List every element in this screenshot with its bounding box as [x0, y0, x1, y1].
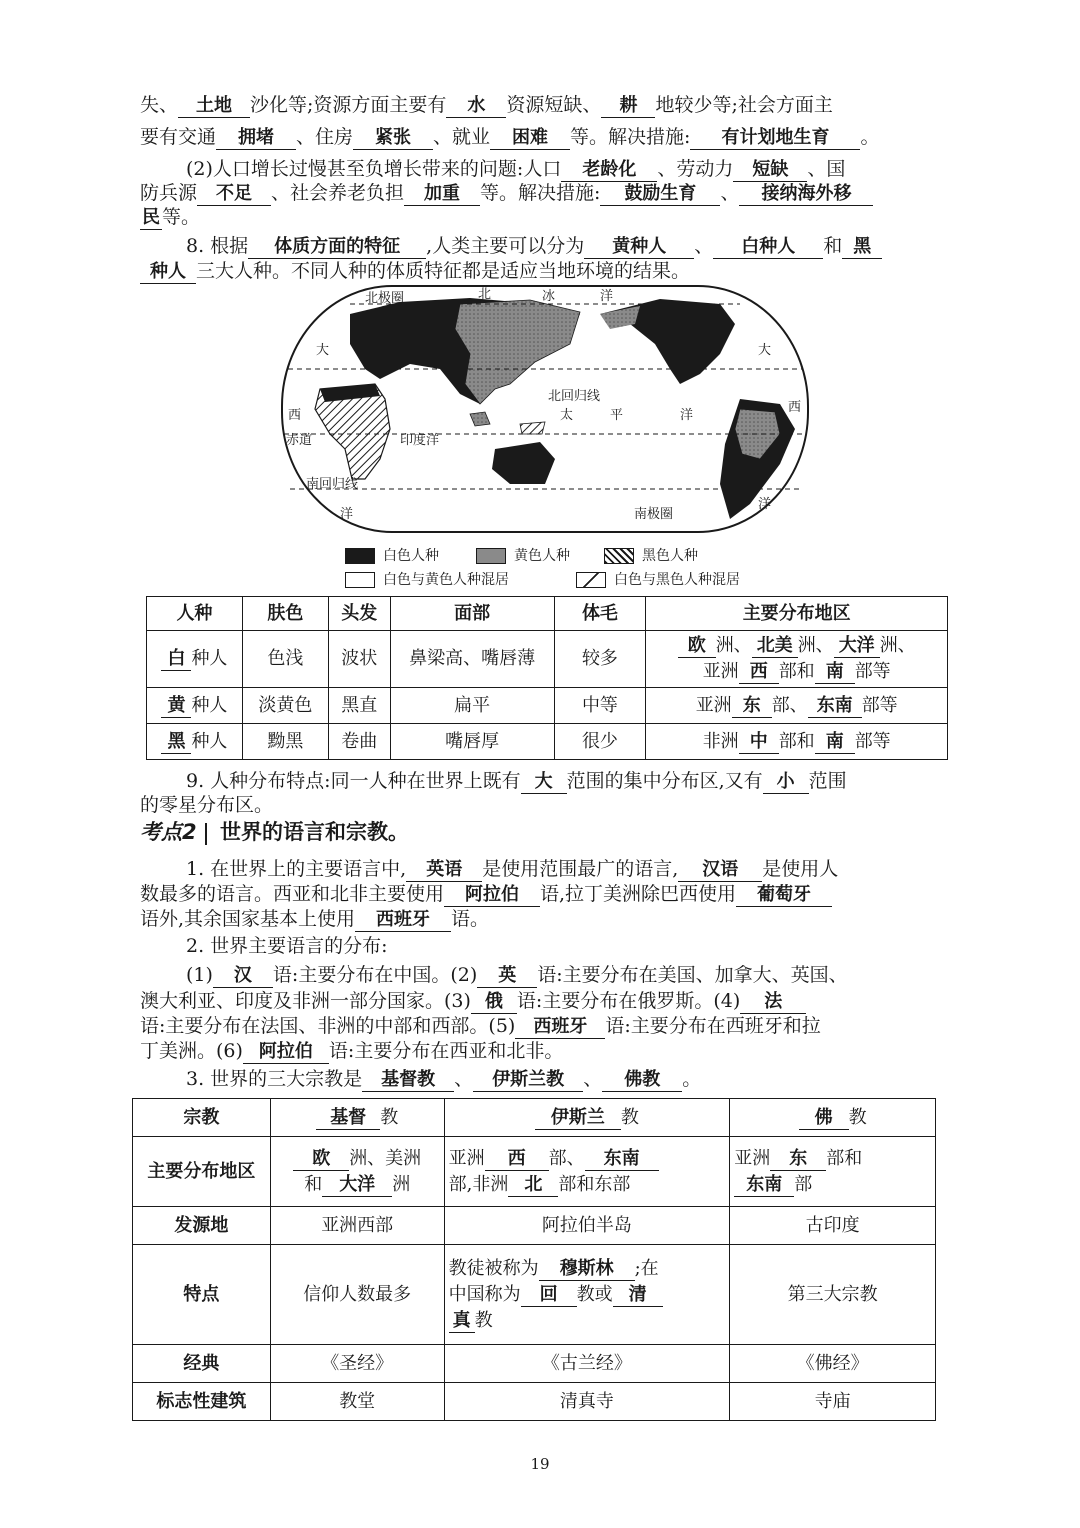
legend-item: 白色与黄色人种混居 [345, 570, 509, 590]
table-cell: 嘴唇厚 [390, 724, 554, 760]
table-row [133, 1207, 936, 1245]
map-label: 洋 [340, 507, 354, 522]
answer-blank: 小 [763, 771, 809, 794]
column-header: 主要分布地区 [646, 597, 948, 631]
map-label: 西 [788, 400, 802, 415]
legend-item: 白色与黑色人种混居 [576, 570, 740, 590]
table-cell: 教堂 [270, 1383, 444, 1421]
race-table [146, 596, 948, 760]
legend-swatch [576, 572, 606, 588]
map-label: 洋 [680, 408, 694, 423]
distribution-cell: 欧 洲、美洲 和 大洋 洲 [270, 1137, 444, 1207]
column-header: 头发 [328, 597, 390, 631]
legend-item: 黄色人种 [476, 546, 570, 566]
table-row [147, 688, 948, 724]
table-cell: 亚洲西部 [270, 1207, 444, 1245]
table-cell: 黑直 [328, 688, 390, 724]
religion-name-cell: 伊斯兰 教 [444, 1099, 730, 1137]
text-line: 语外,其余国家基本上使用 西班牙 语。 [140, 908, 490, 930]
legend-item: 白色人种 [345, 546, 439, 566]
table-cell: 卷曲 [328, 724, 390, 760]
answer-blank: 伊斯兰教 [473, 1069, 583, 1092]
text-line: 种人 三大人种。不同人种的体质特征都是适应当地环境的结果。 [140, 258, 955, 284]
distribution-cell: 亚洲 东 部和 东南 部 [730, 1137, 936, 1207]
answer-blank: 有计划地生育 [690, 127, 860, 150]
answer-blank: 困难 [490, 127, 570, 150]
table-cell: 很少 [554, 724, 646, 760]
map-label: 北 [478, 287, 492, 302]
section-title: 世界的语言和宗教。 [220, 820, 409, 844]
answer-blank: 俄 [471, 991, 517, 1014]
race-cell: 白 种人 [147, 631, 243, 688]
answer-blank: 阿拉伯 [243, 1041, 329, 1064]
text-line: 失、 土地 沙化等;资源方面主要有 水 资源短缺、 耕 地较少等;社会方面主 [140, 94, 833, 116]
table-cell: 《古兰经》 [444, 1345, 730, 1383]
map-label: 赤道 [286, 433, 313, 448]
table-row [133, 1137, 936, 1207]
map-label: 太 [560, 408, 574, 423]
text-line: 数最多的语言。西亚和北非主要使用 阿拉伯 语,拉丁美洲除巴西使用 葡萄牙 [140, 881, 955, 907]
section-tag: 考点2 [140, 820, 197, 844]
answer-blank: 黄种人 [584, 236, 694, 259]
answer-blank: 民 [142, 207, 160, 228]
map-label: 大 [758, 343, 772, 358]
table-cell: 色浅 [242, 631, 328, 688]
distribution-cell: 非洲 中 部和 南 部等 [646, 724, 948, 760]
answer-blank: 阿拉伯 [444, 884, 540, 907]
answer-blank: 大 [521, 771, 567, 794]
map-label: 南极圈 [634, 507, 674, 522]
table-row [133, 1383, 936, 1421]
world-race-map [280, 284, 810, 534]
race-cell: 黑 种人 [147, 724, 243, 760]
answer-blank: 鼓励生育 [600, 183, 720, 206]
answer-blank: 西班牙 [355, 909, 451, 932]
answer-blank: 老龄化 [561, 159, 657, 182]
distribution-cell: 欧 洲、 北美 洲、 大洋 洲、 亚洲 西 部和 南 部等 [646, 631, 948, 688]
legend-swatch [604, 548, 634, 564]
text-line: 语:主要分布在法国、非洲的中部和西部。(5) 西班牙 语:主要分布在西班牙和拉 [140, 1015, 821, 1037]
answer-blank: 西班牙 [515, 1016, 605, 1039]
table-cell: 寺庙 [730, 1383, 936, 1421]
answer-blank: 葡萄牙 [736, 884, 832, 907]
row-label: 特点 [133, 1245, 271, 1345]
map-label: 洋 [600, 289, 614, 304]
table-cell: 扁平 [390, 688, 554, 724]
table-cell: 波状 [328, 631, 390, 688]
answer-blank: 法 [740, 991, 806, 1014]
legend-swatch [345, 572, 375, 588]
legend-item: 黑色人种 [604, 546, 698, 566]
map-label: 西 [288, 408, 302, 423]
answer-blank: 接纳海外移 [739, 183, 873, 206]
section-heading [140, 818, 409, 846]
table-row [147, 631, 948, 688]
table-row [133, 1099, 936, 1137]
column-header: 肤色 [242, 597, 328, 631]
text-line: 澳大利亚、印度及非洲一部分国家。(3) 俄 语:主要分布在俄罗斯。(4) 法 [140, 988, 955, 1014]
black-race-region [500, 449, 520, 469]
table-cell: 《佛经》 [730, 1345, 936, 1383]
text-line: 1. 在世界上的主要语言中, 英语 是使用范围最广的语言, 汉语 是使用人 [186, 858, 839, 880]
answer-blank: 紧张 [353, 127, 433, 150]
row-label: 标志性建筑 [133, 1383, 271, 1421]
answer-blank: 种人 [140, 261, 196, 284]
answer-blank: 白种人 [713, 236, 823, 259]
column-header: 面部 [390, 597, 554, 631]
legend-swatch [345, 548, 375, 564]
text-line: 民 等。 [142, 206, 201, 228]
row-label: 宗教 [133, 1099, 271, 1137]
legend-swatch [476, 548, 506, 564]
table-cell: 古印度 [730, 1207, 936, 1245]
answer-blank: 短缺 [733, 159, 807, 182]
answer-blank: 英语 [406, 859, 482, 882]
text-line: 的零星分布区。 [140, 794, 274, 816]
religion-table [132, 1098, 936, 1421]
table-cell: 淡黄色 [242, 688, 328, 724]
distribution-cell: 亚洲 东 部、 东南 部等 [646, 688, 948, 724]
page-number: 19 [530, 1455, 550, 1473]
table-row [133, 1345, 936, 1383]
row-label: 主要分布地区 [133, 1137, 271, 1207]
text-line: 丁美洲。(6) 阿拉伯 语:主要分布在西亚和北非。 [140, 1040, 564, 1062]
row-label: 发源地 [133, 1207, 271, 1245]
religion-name-cell: 基督 教 [270, 1099, 444, 1137]
table-cell: 第三大宗教 [730, 1245, 936, 1345]
text-line: 9. 人种分布特点:同一人种在世界上既有 大 范围的集中分布区,又有 小 范围 [186, 770, 847, 792]
answer-blank: 汉语 [678, 859, 762, 882]
map-label: 冰 [542, 289, 556, 304]
answer-blank: 基督教 [362, 1069, 454, 1092]
divider [205, 823, 207, 845]
map-label: 南回归线 [306, 477, 359, 492]
answer-blank: 汉 [213, 965, 273, 988]
table-cell: 阿拉伯半岛 [444, 1207, 730, 1245]
answer-blank: 加重 [404, 183, 480, 206]
table-cell: 清真寺 [444, 1383, 730, 1421]
answer-blank: 体质方面的特征 [248, 236, 426, 259]
table-cell: 鼻梁高、嘴唇薄 [390, 631, 554, 688]
map-label: 北回归线 [548, 389, 601, 404]
answer-blank: 不足 [197, 183, 271, 206]
column-header: 体毛 [554, 597, 646, 631]
text-line: (2)人口增长过慢甚至负增长带来的问题:人口 老龄化 、劳动力 短缺 、国 [186, 158, 846, 180]
distribution-cell: 亚洲 西 部、 东南 部,非洲 北 部和东部 [444, 1137, 730, 1207]
map-label: 印度洋 [400, 433, 440, 448]
answer-blank: 佛教 [602, 1069, 682, 1092]
text-line: 3. 世界的三大宗教是 基督教 、 伊斯兰教 、 佛教 。 [186, 1068, 702, 1090]
answer-blank: 耕 [601, 95, 655, 118]
map-label: 大 [316, 343, 330, 358]
table-cell: 黝黑 [242, 724, 328, 760]
religion-name-cell: 佛 教 [730, 1099, 936, 1137]
table-row [147, 724, 948, 760]
race-cell: 黄 种人 [147, 688, 243, 724]
table-cell: 中等 [554, 688, 646, 724]
table-cell: 较多 [554, 631, 646, 688]
map-label: 平 [610, 408, 624, 423]
text-line: 防兵源 不足 、社会养老负担 加重 等。解决措施: 鼓励生育 、 接纳海外移 [140, 180, 955, 206]
text-line: 8. 根据 体质方面的特征 ,人类主要可以分为 黄种人 、 白种人 和 黑 [186, 233, 956, 259]
text-line: 2. 世界主要语言的分布: [186, 935, 388, 957]
answer-blank: 拥堵 [216, 127, 296, 150]
map-label: 北极圈 [365, 291, 405, 306]
text-line: 要有交通 拥堵 、住房 紧张 、就业 困难 等。解决措施: 有计划地生育 。 [140, 126, 880, 148]
table-header-row [147, 597, 948, 631]
table-cell: 信仰人数最多 [270, 1245, 444, 1345]
feature-cell: 教徒被称为 穆斯林 ;在 中国称为 回 教或 清 真 教 [444, 1245, 730, 1345]
answer-blank: 黑 [842, 236, 882, 259]
table-cell: 《圣经》 [270, 1345, 444, 1383]
answer-blank: 英 [477, 965, 537, 988]
answer-blank: 土地 [178, 95, 250, 118]
row-label: 经典 [133, 1345, 271, 1383]
black-race-region [520, 422, 545, 434]
table-row [133, 1245, 936, 1345]
answer-blank: 水 [446, 95, 506, 118]
text-line: (1) 汉 语:主要分布在中国。(2) 英 语:主要分布在美国、加拿大、英国、 [186, 964, 848, 986]
column-header: 人种 [147, 597, 243, 631]
map-label: 洋 [758, 497, 772, 512]
